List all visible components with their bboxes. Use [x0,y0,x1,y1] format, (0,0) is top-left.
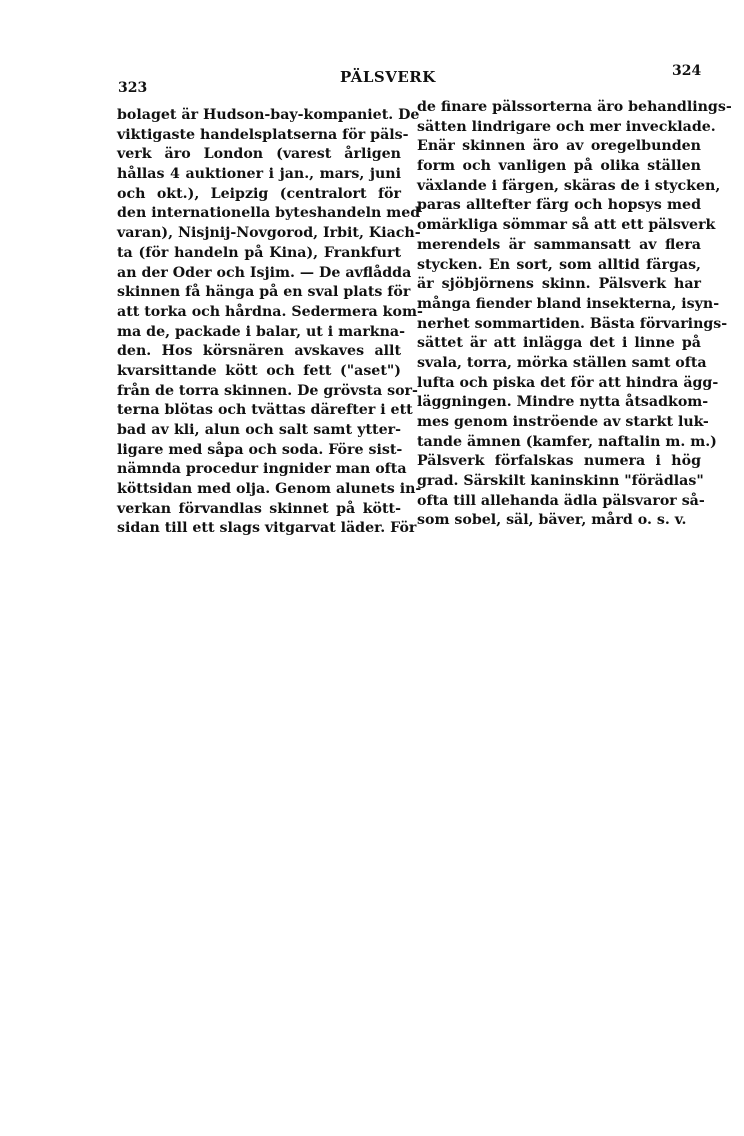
text-line: från de torra skinnen. De grövsta sor- [117,382,418,399]
text-line: form och vanligen på olika ställen [417,158,701,175]
text-line: viktigaste handelsplatserna för päls- [117,126,409,143]
text-line: ligare med såpa och soda. Före sist- [117,441,403,458]
text-line: svala, torra, mörka ställen samt ofta [417,354,707,371]
text-line: sidan till ett slags vitgarvat läder. För [117,520,417,537]
text-line: hållas 4 auktioner i jan., mars, juni [117,166,401,183]
text-line: ta (för handeln på Kina), Frankfurt [117,244,401,261]
text-line: mes genom inströende av starkt luk- [417,414,709,430]
page-number-right: 324 [672,63,702,79]
text-line: an der Oder och Isjim. — De avflådda [117,264,412,281]
text-line: bolaget är Hudson-bay-kompaniet. De [117,107,420,123]
text-line: omärkliga sömmar så att ett pälsverk [417,217,716,234]
text-line: Enär skinnen äro av oregelbunden [417,138,701,155]
text-line: grad. Särskilt kaninskinn "förädlas" [417,473,704,490]
text-line: verk äro London (varest årligen [117,146,401,163]
text-line: ma de, packade i balar, ut i markna- [117,323,406,340]
text-line: växlande i färgen, skäras de i stycken, [417,177,721,194]
text-line: stycken. En sort, som alltid färgas, [417,256,701,273]
text-line: sättet är att inlägga det i linne på [417,335,701,352]
text-line: nämnda procedur ingnider man ofta [117,461,407,478]
text-line: läggningen. Mindre nytta åtsadkom- [417,394,709,411]
text-line: köttsidan med olja. Genom alunets in- [117,481,422,498]
text-line: som sobel, säl, bäver, mård o. s. v. [417,512,687,529]
text-line: att torka och hårdna. Sedermera kom- [117,303,423,320]
text-line: Pälsverk förfalskas numera i hög [417,453,701,470]
text-line: kvarsittande kött och fett ("aset") [117,362,401,379]
text-line: lufta och piska det för att hindra ägg- [417,374,719,391]
text-line: den. Hos körsnären avskaves allt [117,343,401,360]
text-line: tande ämnen (kamfer, naftalin m. m.) [417,433,717,450]
text-line: paras alltefter färg och hopsys med [417,197,701,214]
right-text-column [417,98,732,531]
text-line: den internationella byteshandeln med [117,205,421,222]
text-line: och okt.), Leipzig (centralort för [117,185,401,202]
text-line: varan), Nisjnij-Novgorod, Irbit, Kiach- [117,225,421,242]
text-line: bad av kli, alun och salt samt ytter- [117,422,401,438]
left-text-column [117,106,423,539]
text-line: nerhet sommartiden. Bästa förvarings- [417,315,728,332]
text-line: många fiender bland insekterna, isyn- [417,295,720,312]
text-line: är sjöbjörnens skinn. Pälsverk har [417,276,701,293]
text-line: verkan förvandlas skinnet på kött- [117,500,401,517]
text-line: skinnen få hänga på en sval plats för [117,284,411,301]
text-line: merendels är sammansatt av flera [417,236,701,253]
page-number-left: 323 [118,80,148,96]
text-line: ofta till allehanda ädla pälsvaror så- [417,492,705,509]
text-line: sätten lindrigare och mer invecklade. [417,118,716,135]
running-title: PÄLSVERK [340,68,436,86]
text-line: terna blötas och tvättas därefter i ett [117,402,413,419]
text-line: de finare pälssorterna äro behandlings- [417,99,732,115]
